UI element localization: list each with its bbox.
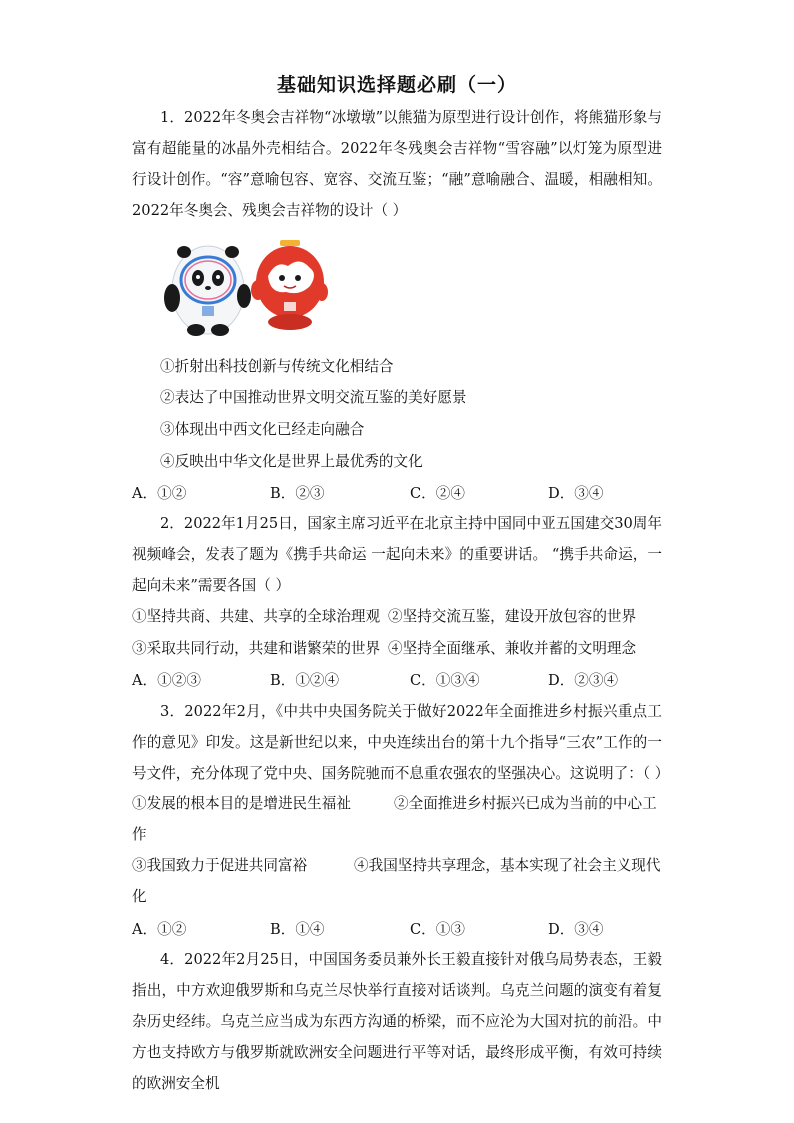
question-4-stem: 4．2022年2月25日，中国国务委员兼外长王毅直接针对俄乌局势表态，王毅指出，中方欢迎俄罗斯和乌克兰尽快举行直接对话谈判。乌克兰问题的演变有着复杂历史经纬。乌克兰应当成为东西方沟通的桥梁，而不应沦为大国对抗的前沿。中方也支持欧方与俄罗斯就欧洲安全问题进行平等对话，最终形成平衡，有效可持续的欧洲安全机 (132, 951, 662, 1092)
q3-option-d[interactable]: D．③④ (548, 921, 604, 938)
q1-option-a[interactable]: A．①② (132, 485, 187, 502)
q3-statement-3: ③我国致力于促进共同富裕 (132, 857, 308, 874)
q1-options (132, 482, 662, 504)
q3-statement-2: ②全面推进乡村振兴已成为当前的中心工 (394, 795, 657, 812)
q3-option-b[interactable]: B．①④ (270, 921, 325, 938)
q2-statement-3: ③采取共同行动，共建和谐繁荣的世界 (132, 640, 381, 657)
q1-option-c[interactable]: C．②④ (410, 485, 465, 502)
q2-options (132, 669, 662, 691)
q3-option-c[interactable]: C．①③ (410, 921, 465, 938)
q1-statement-1: ①折射出科技创新与传统文化相结合 (160, 358, 394, 375)
question-2-stem: 2．2022年1月25日，国家主席习近平在北京主持中国同中亚五国建交30周年视频峰会，发表了题为《携手共命运 一起向未来》的重要讲话。 “携手共命运，一起向未来”需要各国（ ） (132, 515, 662, 594)
q3-statement-4-wrap: 化 (132, 888, 147, 905)
q3-statement-2-wrap: 作 (132, 826, 147, 843)
q2-option-c[interactable]: C．①③④ (410, 672, 480, 689)
q2-option-a[interactable]: A．①②③ (132, 672, 201, 689)
q1-statement-2: ②表达了中国推动世界文明交流互鉴的美好愿景 (160, 389, 467, 406)
q2-option-d[interactable]: D．②③④ (548, 672, 619, 689)
q2-statement-1: ①坚持共商、共建、共享的全球治理观 (132, 608, 381, 625)
q2-statement-4: ④坚持全面继承、兼收并蓄的文明理念 (388, 640, 637, 657)
q3-options (132, 918, 662, 940)
q1-statement-3: ③体现出中西文化已经走向融合 (160, 421, 365, 438)
q3-option-a[interactable]: A．①② (132, 921, 187, 938)
q2-statement-2: ②坚持交流互鉴，建设开放包容的世界 (388, 608, 637, 625)
question-1-stem: 1．2022年冬奥会吉祥物“冰墩墩”以熊猫为原型进行设计创作，将熊猫形象与富有超能量的冰晶外壳相结合。2022年冬残奥会吉祥物“雪容融”以灯笼为原型进行设计创作。“容”意喻包容、宽容、交流互鉴；“融”意喻融合、温暖，相融相知。2022年冬奥会、残奥会吉祥物的设计（ ） (132, 109, 662, 219)
q1-option-d[interactable]: D．③④ (548, 485, 604, 502)
mascot-image (160, 238, 340, 338)
bing-dwen-dwen-figure (164, 246, 251, 336)
q1-statement-4: ④反映出中华文化是世界上最优秀的文化 (160, 453, 423, 470)
question-3-stem: 3．2022年2月，《中共中央国务院关于做好2022年全面推进乡村振兴重点工作的意见》印发。这是新世纪以来，中央连续出台的第十九个指导“三农”工作的一号文件，充分体现了党中央、国务院驰而不息重农强农的坚强决心。这说明了：（ ） (132, 703, 670, 782)
page-title: 基础知识选择题必刷（一） (276, 74, 517, 96)
q3-statement-4: ④我国坚持共享理念，基本实现了社会主义现代 (354, 857, 661, 874)
shuey-rhon-rhon-figure (251, 240, 328, 330)
q3-statement-1: ①发展的根本目的是增进民生福祉 (132, 795, 351, 812)
q2-option-b[interactable]: B．①②④ (270, 672, 340, 689)
q1-option-b[interactable]: B．②③ (270, 485, 325, 502)
